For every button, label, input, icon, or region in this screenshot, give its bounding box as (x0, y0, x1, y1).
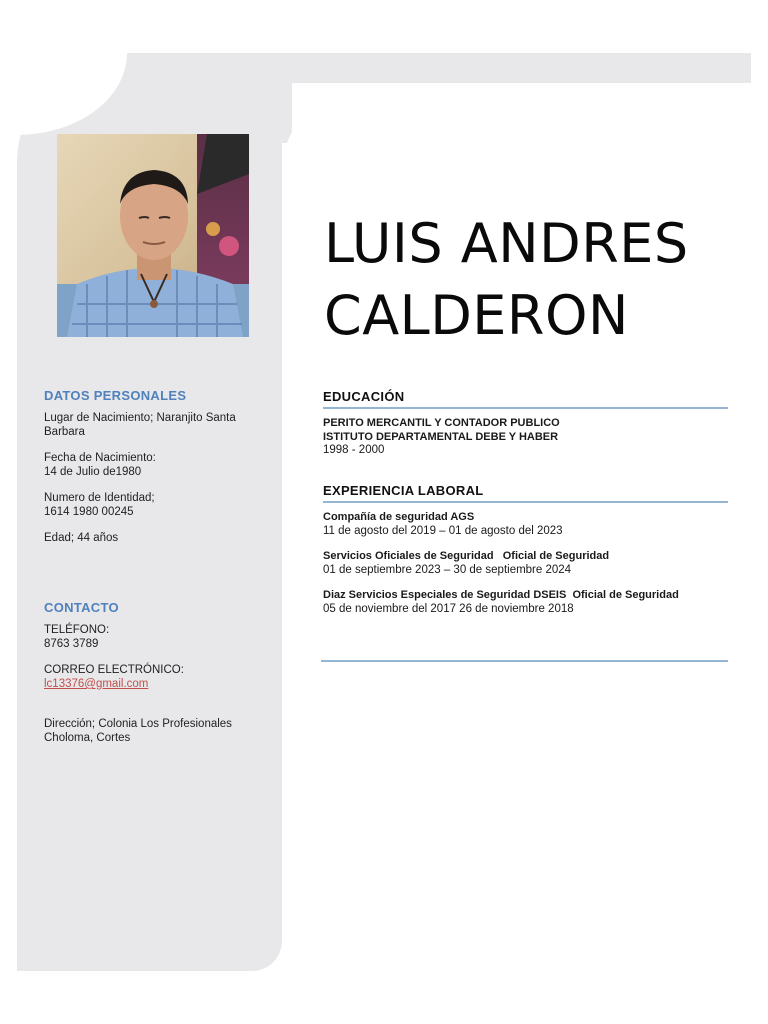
id-value: 1614 1980 00245 (44, 506, 134, 518)
contact-section (44, 601, 269, 757)
phone-block (44, 623, 269, 651)
experience-company: Diaz Servicios Especiales de Seguridad DSEIS Oficial de Seguridad (323, 589, 679, 601)
phone-value: 8763 3789 (44, 638, 99, 650)
birthdate-value: 14 de Julio de1980 (44, 466, 142, 478)
section-divider (321, 660, 728, 662)
experience-dates: 01 de septiembre 2023 – 30 de septiembre 2024 (323, 563, 572, 576)
experience-title: EXPERIENCIA LABORAL (323, 483, 728, 503)
birthplace-text: Lugar de Nacimiento; Naranjito Santa Barbara (44, 412, 236, 438)
personal-section (44, 389, 269, 557)
experience-section (323, 483, 728, 628)
birthplace-block (44, 411, 269, 439)
email-block (44, 663, 269, 691)
panel-joint (272, 83, 292, 143)
id-label: Numero de Identidad; (44, 492, 155, 504)
education-entry (323, 417, 728, 458)
education-title: EDUCACIÓN (323, 389, 728, 409)
candidate-name (324, 208, 744, 352)
id-block (44, 491, 269, 519)
experience-item (323, 511, 728, 538)
birthdate-block (44, 451, 269, 479)
address-line-2: Choloma, Cortes (44, 732, 131, 744)
contact-title: CONTACTO (44, 600, 119, 615)
education-school: ISTITUTO DEPARTAMENTAL DEBE Y HABER (323, 430, 559, 443)
experience-dates: 11 de agosto del 2019 – 01 de agosto del 2023 (323, 524, 563, 537)
experience-item (323, 589, 728, 616)
age-block (44, 531, 269, 545)
experience-dates: 05 de noviembre del 2017 26 de noviembre 2018 (323, 602, 574, 615)
name-line-1: LUIS ANDRES (324, 212, 689, 275)
name-line-2: CALDERON (324, 284, 629, 347)
education-degree: PERITO MERCANTIL Y CONTADOR PUBLICO (323, 417, 560, 429)
education-years: 1998 - 2000 (323, 444, 385, 456)
experience-company: Compañía de seguridad AGS (323, 511, 475, 523)
education-section (323, 389, 728, 470)
experience-company: Servicios Oficiales de Seguridad Oficial de Seguridad (323, 550, 610, 562)
experience-item (323, 550, 728, 577)
birthdate-label: Fecha de Nacimiento: (44, 452, 156, 464)
personal-title: DATOS PERSONALES (44, 388, 187, 403)
address-block (44, 717, 269, 745)
address-line-1: Dirección; Colonia Los Profesionales (44, 718, 232, 730)
profile-photo (57, 134, 249, 337)
email-label: CORREO ELECTRÓNICO: (44, 664, 184, 676)
age-text: Edad; 44 años (44, 532, 119, 544)
email-link[interactable]: lc13376@gmail.com (44, 678, 149, 690)
phone-label: TELÉFONO: (44, 624, 110, 636)
